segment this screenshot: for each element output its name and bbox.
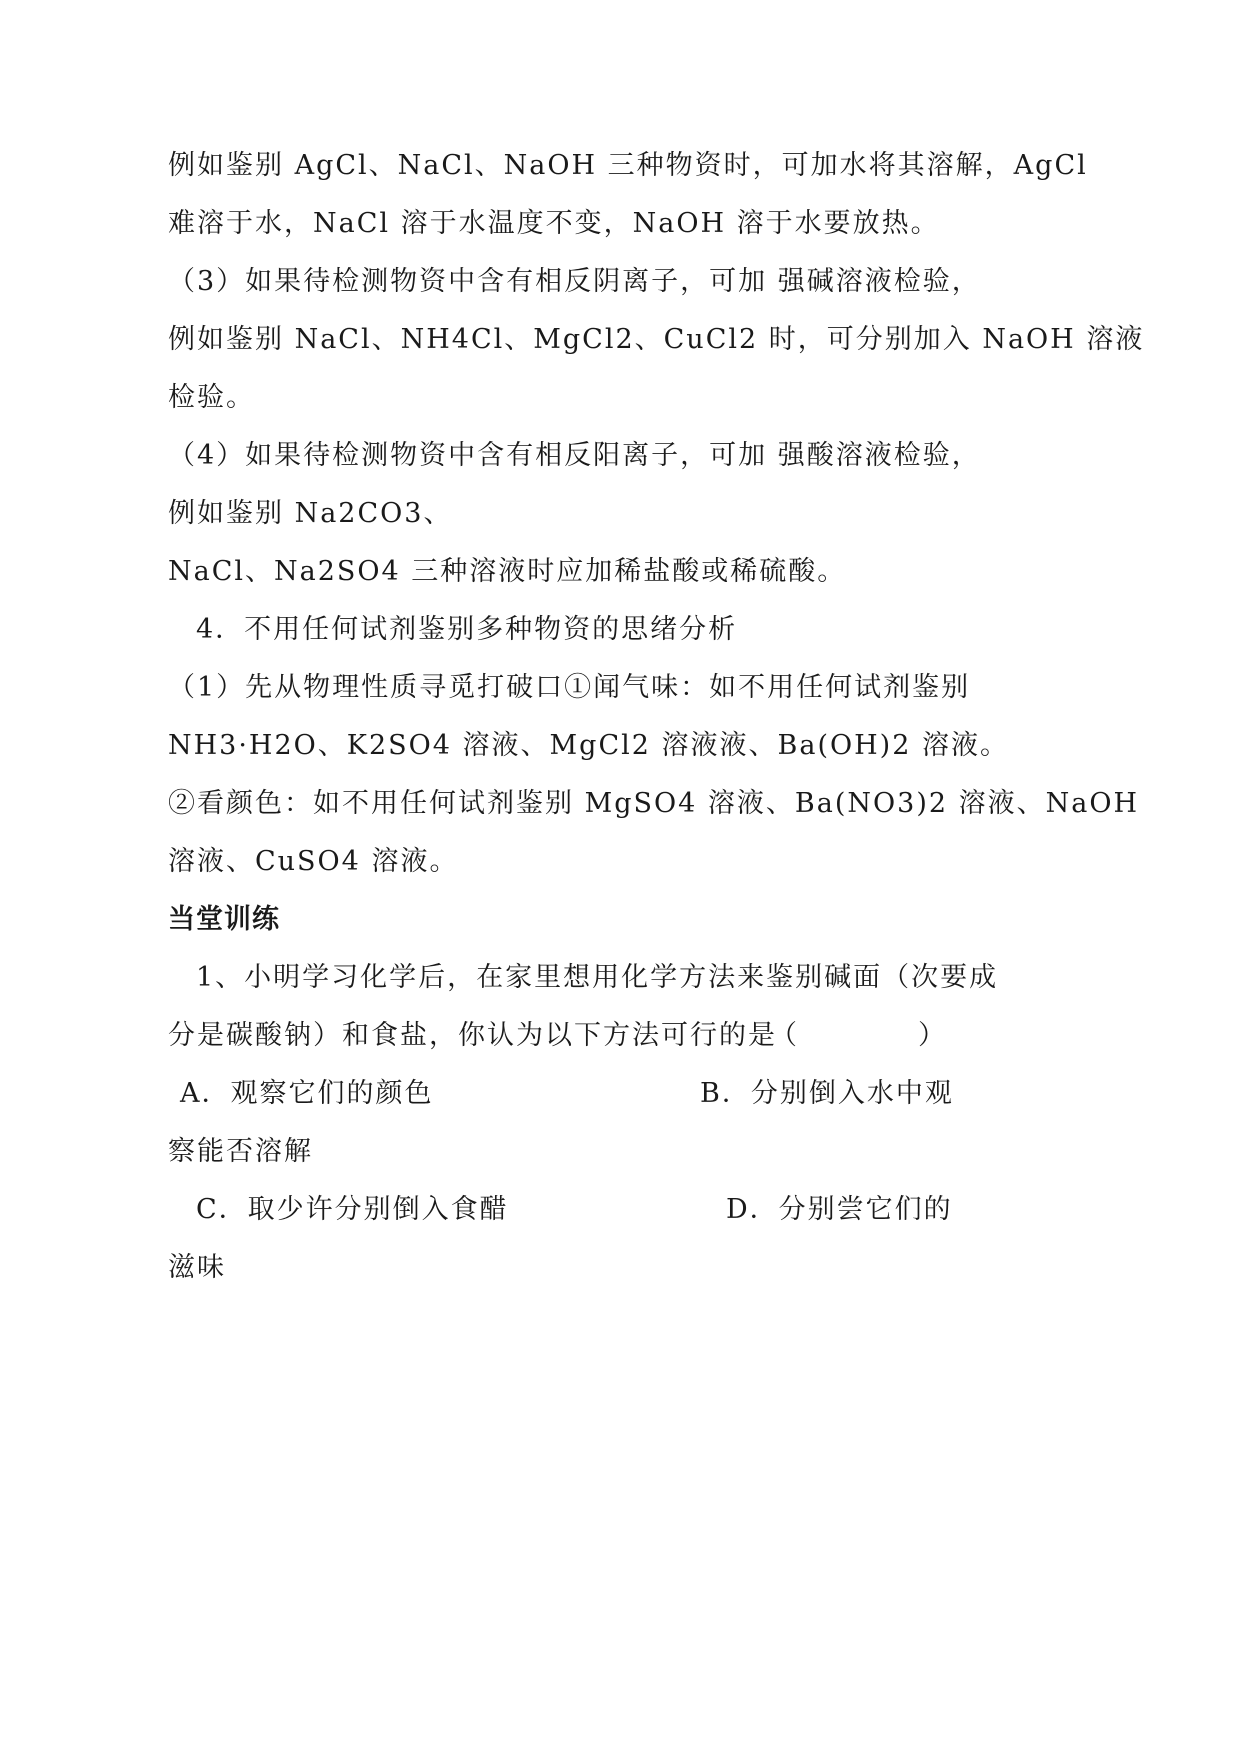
option-d-continued: 滋味 <box>168 1252 226 1283</box>
question-stem: 分是碳酸钠）和食盐，你认为以下方法可行的是 <box>168 1020 777 1051</box>
text-line: 溶液、CuSO4 溶液。 <box>168 846 459 877</box>
text-line: 难溶于水，NaCl 溶于水温度不变，NaOH 溶于水要放热。 <box>168 208 940 239</box>
option-d: D．分别尝它们的 <box>726 1194 953 1225</box>
answer-bracket-close: ） <box>918 1020 947 1051</box>
text-line: （1）先从物理性质寻觅打破口①闻气味：如不用任何试剂鉴别 <box>168 672 971 703</box>
text-line: 例如鉴别 Na2CO3、 <box>168 498 453 529</box>
option-a: A．观察它们的颜色 <box>180 1078 434 1109</box>
text-line: 检验。 <box>168 382 255 413</box>
option-b-continued: 察能否溶解 <box>168 1136 313 1167</box>
text-line: 例如鉴别 AgCl、NaCl、NaOH 三种物资时，可加水将其溶解，AgCl <box>168 150 1088 181</box>
text-line: NH3·H2O、K2SO4 溶液、MgCl2 溶液液、Ba(OH)2 溶液。 <box>168 730 1009 761</box>
text-line: （4）如果待检测物资中含有相反阳离子，可加 强酸溶液检验， <box>168 440 981 471</box>
text-line: 例如鉴别 NaCl、NH4Cl、MgCl2、CuCl2 时，可分别加入 NaOH 溶液 <box>168 324 1145 355</box>
text-line: （3）如果待检测物资中含有相反阴离子，可加 强碱溶液检验， <box>168 266 981 297</box>
text-line: ②看颜色：如不用任何试剂鉴别 MgSO4 溶液、Ba(NO3)2 溶液、NaOH <box>168 788 1140 819</box>
text-line: 4．不用任何试剂鉴别多种物资的思绪分析 <box>196 614 738 645</box>
question-stem: 1、小明学习化学后，在家里想用化学方法来鉴别碱面（次要成 <box>196 962 999 993</box>
option-c: C．取少许分别倒入食醋 <box>196 1194 509 1225</box>
section-title: 当堂训练 <box>168 904 280 935</box>
text-line: NaCl、Na2SO4 三种溶液时应加稀盐酸或稀硫酸。 <box>168 556 847 587</box>
option-b: B．分别倒入水中观 <box>700 1078 954 1109</box>
answer-bracket-open: （ <box>770 1020 799 1051</box>
